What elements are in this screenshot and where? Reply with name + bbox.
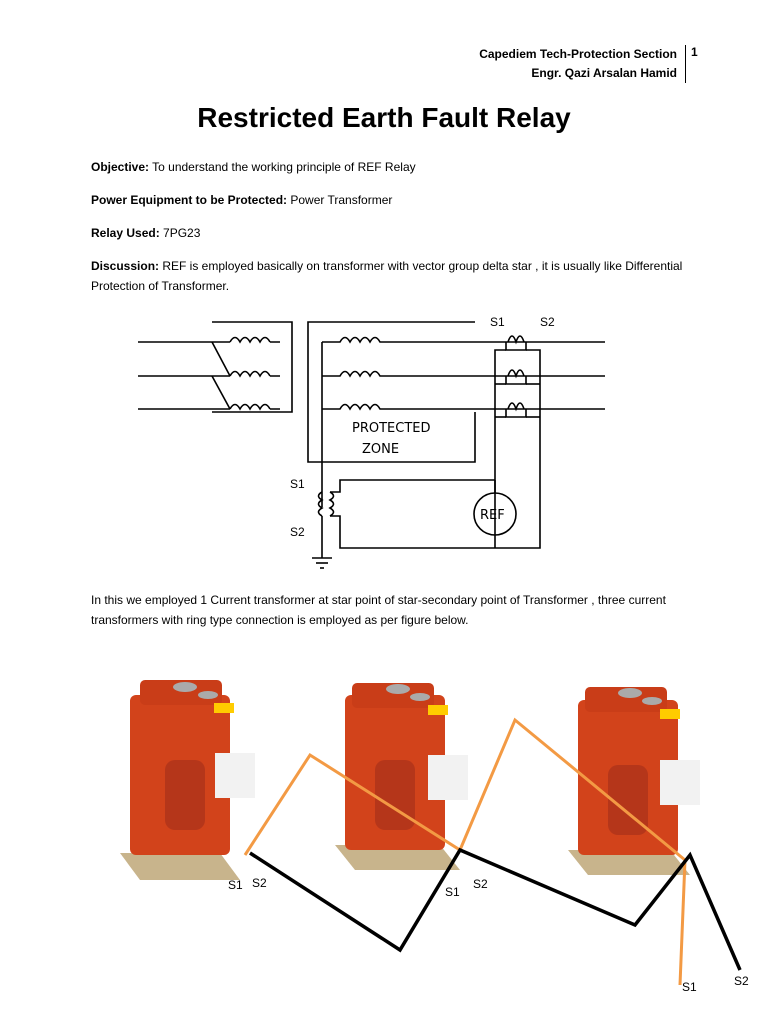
protected-zone-label-2: ZONE	[362, 442, 400, 457]
ct1-s2-label: S2	[252, 876, 267, 890]
diagram-s2-label: S2	[290, 525, 305, 539]
protected-zone-label-1: PROTECTED	[352, 421, 431, 436]
page-number: 1	[691, 45, 698, 59]
header-line2: Engr. Qazi Arsalan Hamid	[531, 66, 677, 80]
objective-label: Objective:	[91, 160, 150, 174]
relay-label: Relay Used:	[91, 226, 160, 240]
discussion-paragraph	[91, 256, 691, 296]
current-transformer-1	[120, 680, 255, 880]
diagram-ct-s2-label: S2	[540, 315, 555, 329]
equipment-line	[91, 190, 691, 210]
ct3-s2-label: S2	[734, 974, 749, 988]
discussion-label: Discussion:	[91, 259, 160, 273]
objective-text: To understand the working principle of REF Relay	[149, 160, 416, 174]
relay-line	[91, 223, 691, 243]
ref-schematic-diagram	[130, 312, 620, 582]
ct3-s1-label: S1	[682, 980, 697, 994]
objective-line	[91, 157, 691, 177]
relay-text: 7PG23	[159, 226, 201, 240]
equipment-text: Power Transformer	[287, 193, 393, 207]
header	[479, 45, 686, 83]
diagram-s1-label: S1	[290, 477, 305, 491]
current-transformers-photo	[90, 665, 760, 1005]
ct1-s1-label: S1	[228, 878, 243, 892]
ref-relay-label: REF	[480, 508, 505, 523]
page-title: Restricted Earth Fault Relay	[197, 102, 571, 133]
header-line1: Capediem Tech-Protection Section	[479, 47, 677, 61]
ct2-s2-label: S2	[473, 877, 488, 891]
ct-description-paragraph: In this we employed 1 Current transformer at star point of star-secondary point of Transformer , three current transformers with ring type connection is employed as per figure below.	[91, 593, 666, 627]
ct2-s1-label: S1	[445, 885, 460, 899]
diagram-ct-s1-label: S1	[490, 315, 505, 329]
discussion-text: REF is employed basically on transformer with vector group delta star , it is usually like Differential Protection of Transformer.	[91, 259, 683, 293]
equipment-label: Power Equipment to be Protected:	[91, 193, 288, 207]
